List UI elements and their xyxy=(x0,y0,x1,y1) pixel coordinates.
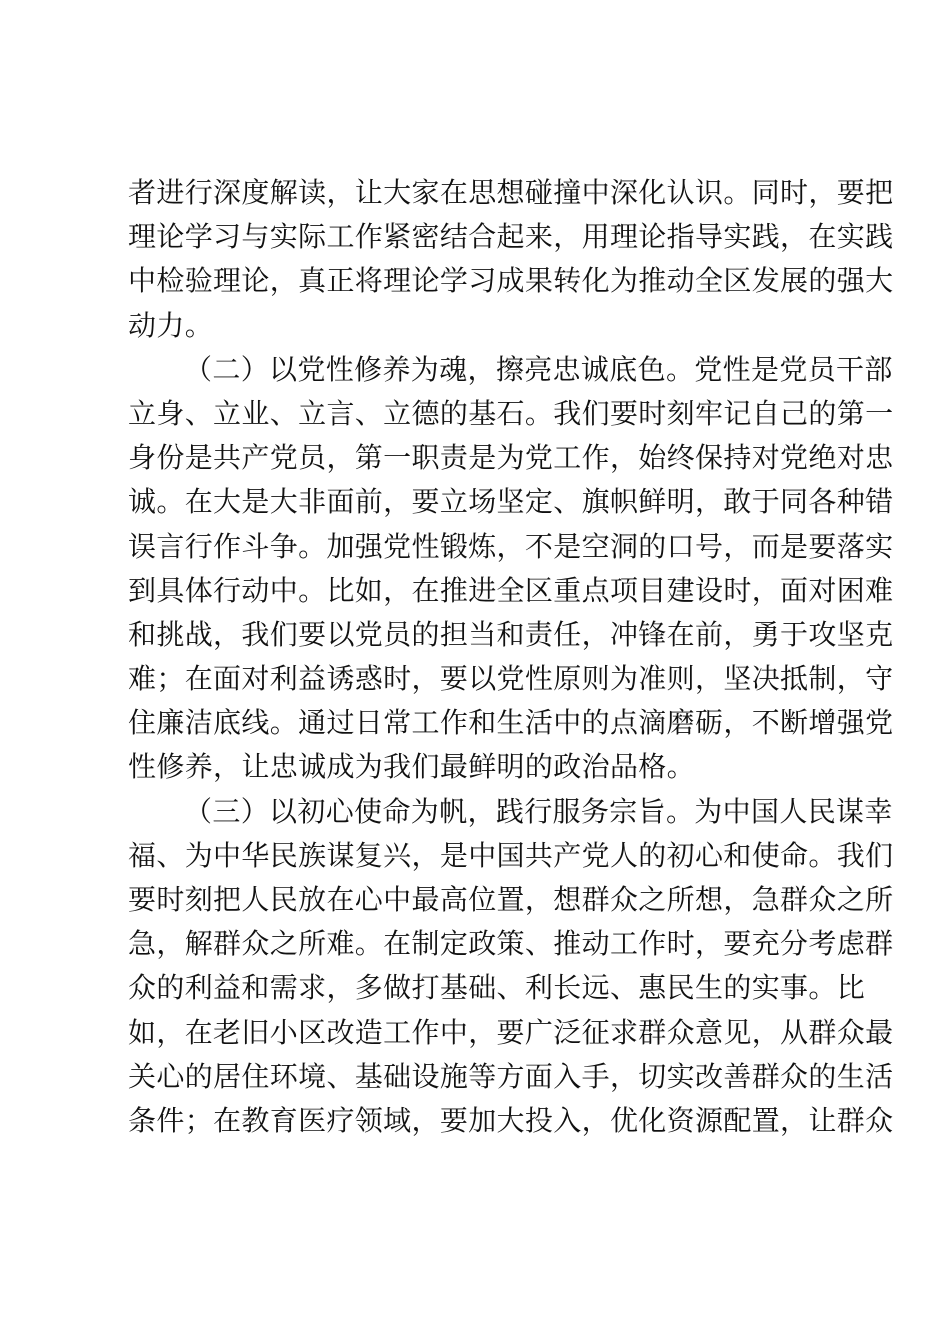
text-line: 如，在老旧小区改造工作中，要广泛征求群众意见，从群众最 xyxy=(128,1015,894,1049)
text-line: 住廉洁底线。通过日常工作和生活中的点滴磨砺，不断增强党 xyxy=(128,706,894,740)
text-line: 和挑战，我们要以党员的担当和责任，冲锋在前，勇于攻坚克 xyxy=(128,617,894,651)
text-line: 者进行深度解读，让大家在思想碰撞中深化认识。同时，要把 xyxy=(128,176,894,209)
text-line: 条件；在教育医疗领域，要加大投入，优化资源配置，让群众 xyxy=(128,1103,894,1137)
text-line: 要时刻把人民放在心中最高位置，想群众之所想，急群众之所 xyxy=(128,883,894,916)
text-line: 难；在面对利益诱惑时，要以党性原则为准则，坚决抵制，守 xyxy=(128,662,894,696)
section-heading-line: （三）以初心使命为帆，践行服务宗旨。为中国人民谋幸 xyxy=(184,794,893,828)
text-line: 众的利益和需求，多做打基础、利长远、惠民生的实事。比 xyxy=(128,971,866,1005)
text-line: 性修养，让忠诚成为我们最鲜明的政治品格。 xyxy=(128,750,696,784)
text-line: 理论学习与实际工作紧密结合起来，用理论指导实践，在实践 xyxy=(128,220,894,254)
section-heading-line: （二）以党性修养为魂，擦亮忠诚底色。党性是党员干部 xyxy=(184,352,893,386)
text-line: 关心的居住环境、基础设施等方面入手，切实改善群众的生活 xyxy=(128,1059,894,1093)
text-line: 福、为中华民族谋复兴，是中国共产党人的初心和使命。我们 xyxy=(128,838,894,872)
text-line: 立身、立业、立言、立德的基石。我们要时刻牢记自己的第一 xyxy=(128,396,894,430)
body-text xyxy=(128,171,894,1143)
text-line: 诚。在大是大非面前，要立场坚定、旗帜鲜明，敢于同各种错 xyxy=(128,485,894,519)
text-line: 身份是共产党员，第一职责是为党工作，始终保持对党绝对忠 xyxy=(128,441,894,475)
text-line: 误言行作斗争。加强党性锻炼，不是空洞的口号，而是要落实 xyxy=(128,529,894,563)
text-line: 急，解群众之所难。在制定政策、推动工作时，要充分考虑群 xyxy=(128,927,894,961)
text-line: 到具体行动中。比如，在推进全区重点项目建设时，面对困难 xyxy=(128,573,894,607)
text-line: 动力。 xyxy=(128,308,214,342)
text-line: 中检验理论，真正将理论学习成果转化为推动全区发展的强大 xyxy=(128,264,894,298)
